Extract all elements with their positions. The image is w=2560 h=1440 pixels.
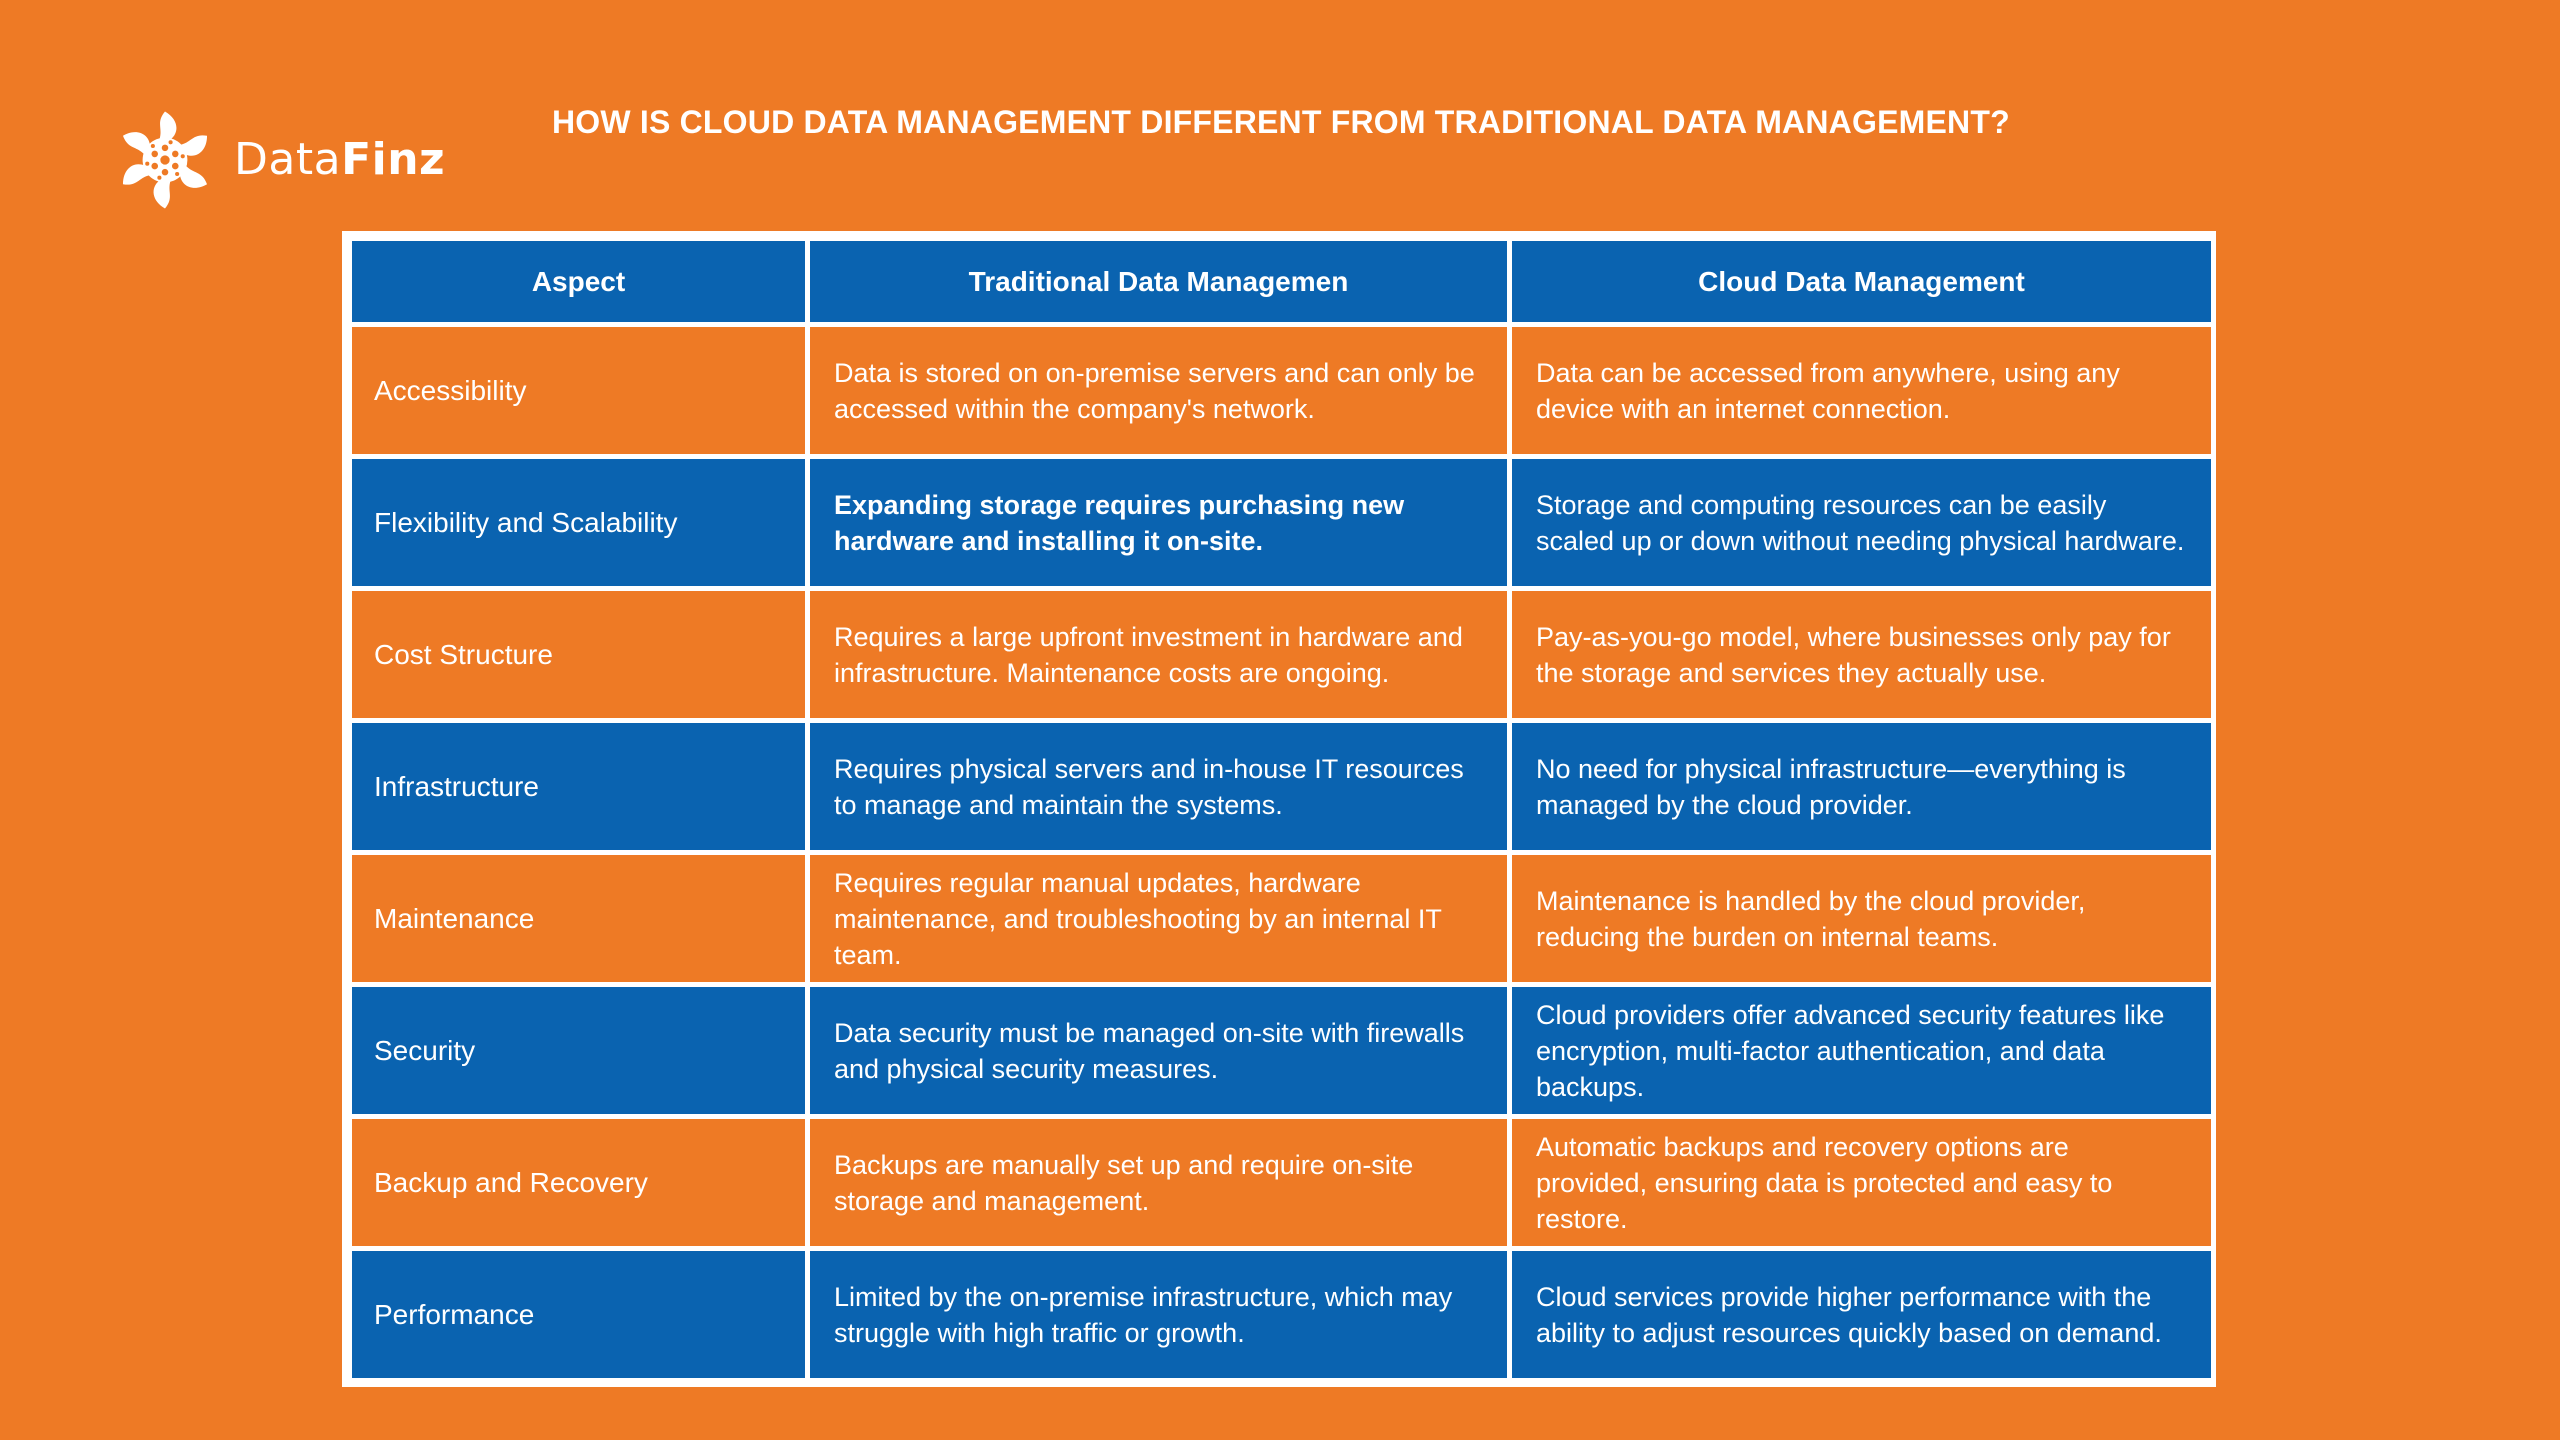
cloud-cell: Data can be accessed from anywhere, using any device with an internet connection. (1510, 325, 2214, 457)
traditional-cell: Requires physical servers and in-house IT resources to manage and maintain the systems. (808, 721, 1510, 853)
header-cloud: Cloud Data Management (1510, 239, 2214, 325)
comparison-table-frame (342, 231, 2216, 1387)
header-aspect: Aspect (350, 239, 808, 325)
traditional-cell: Expanding storage requires purchasing new hardware and installing it on-site. (808, 457, 1510, 589)
header-traditional: Traditional Data Managemen (808, 239, 1510, 325)
aspect-cell: Security (350, 985, 808, 1117)
table-row (350, 325, 2214, 457)
traditional-cell: Limited by the on-premise infrastructure, which may struggle with high traffic or growth. (808, 1249, 1510, 1381)
aspect-cell: Performance (350, 1249, 808, 1381)
cloud-cell: Maintenance is handled by the cloud provider, reducing the burden on internal teams. (1510, 853, 2214, 985)
table-row (350, 721, 2214, 853)
cloud-cell: Pay-as-you-go model, where businesses only pay for the storage and services they actually use. (1510, 589, 2214, 721)
table-row (350, 985, 2214, 1117)
comparison-table (347, 236, 2216, 1383)
table-row (350, 457, 2214, 589)
cloud-cell: Storage and computing resources can be easily scaled up or down without needing physical hardware. (1510, 457, 2214, 589)
table-row (350, 1249, 2214, 1381)
aspect-cell: Cost Structure (350, 589, 808, 721)
brand-logo (106, 104, 445, 216)
traditional-cell: Data is stored on on-premise servers and can only be accessed within the company's network. (808, 325, 1510, 457)
aspect-cell: Backup and Recovery (350, 1117, 808, 1249)
aspect-cell: Accessibility (350, 325, 808, 457)
cloud-cell: Automatic backups and recovery options are provided, ensuring data is protected and easy to restore. (1510, 1117, 2214, 1249)
cloud-cell: Cloud providers offer advanced security features like encryption, multi-factor authentication, and data backups. (1510, 985, 2214, 1117)
brand-name (234, 134, 446, 185)
table-header-row (350, 239, 2214, 325)
table-row (350, 1117, 2214, 1249)
traditional-cell: Backups are manually set up and require on-site storage and management. (808, 1117, 1510, 1249)
cloud-cell: Cloud services provide higher performance with the ability to adjust resources quickly based on demand. (1510, 1249, 2214, 1381)
brand-name-bold: Finz (341, 134, 446, 185)
traditional-cell: Requires regular manual updates, hardware maintenance, and troubleshooting by an internal IT team. (808, 853, 1510, 985)
datafinz-snowflake-icon (106, 104, 224, 216)
brand-name-light: Data (234, 134, 342, 185)
traditional-cell: Requires a large upfront investment in hardware and infrastructure. Maintenance costs are ongoing. (808, 589, 1510, 721)
table-row (350, 853, 2214, 985)
traditional-cell: Data security must be managed on-site with firewalls and physical security measures. (808, 985, 1510, 1117)
table-row (350, 589, 2214, 721)
cloud-cell: No need for physical infrastructure—everything is managed by the cloud provider. (1510, 721, 2214, 853)
aspect-cell: Flexibility and Scalability (350, 457, 808, 589)
aspect-cell: Maintenance (350, 853, 808, 985)
aspect-cell: Infrastructure (350, 721, 808, 853)
page-title: HOW IS CLOUD DATA MANAGEMENT DIFFERENT FROM TRADITIONAL DATA MANAGEMENT? (552, 104, 2010, 140)
